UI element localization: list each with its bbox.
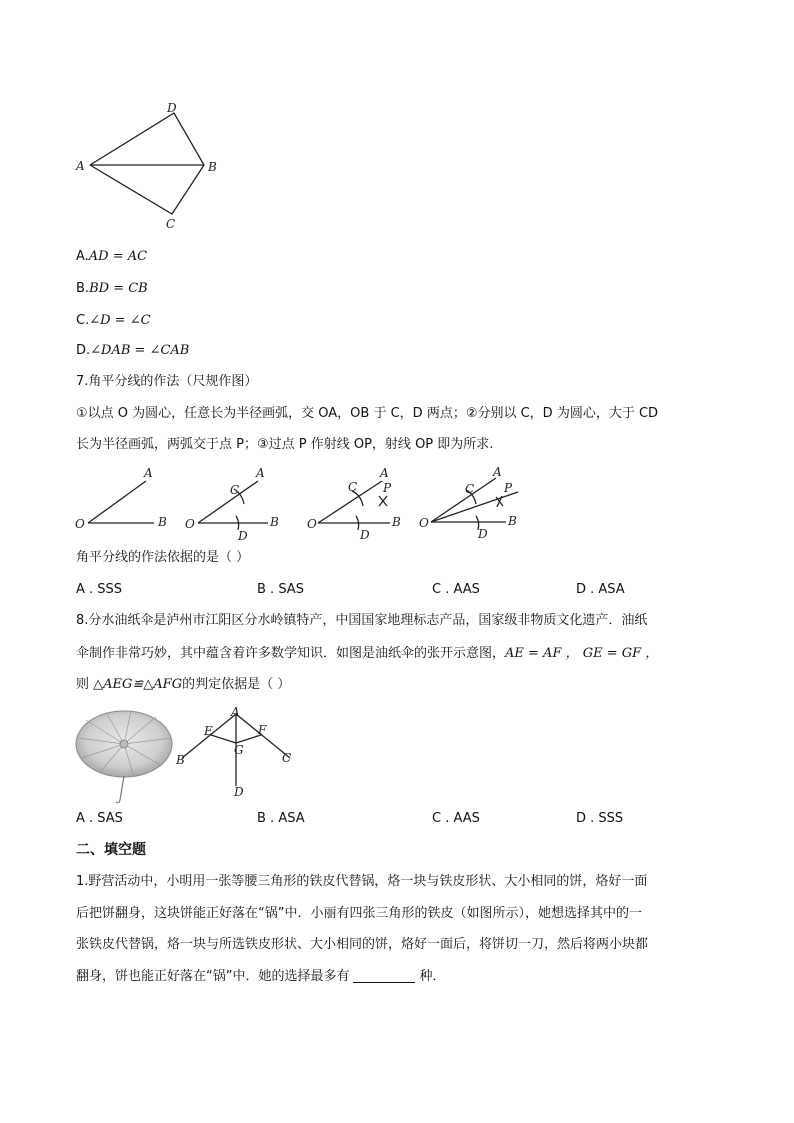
q7-title: 7.角平分线的作法（尺规作图） — [76, 374, 258, 389]
q8-option-d[interactable]: D . SSS — [576, 811, 624, 826]
arc-p-2 — [497, 496, 502, 507]
fill-q1-line1: 1.野营活动中，小明用一张等腰三角形的铁皮代替锅，烙一块与铁皮形状、大小相同的饼，烙好一面 — [76, 874, 648, 889]
answer-blank[interactable] — [353, 968, 415, 983]
q8-line2: 伞制作非常巧妙，其中蕴含着许多数学知识．如图是油纸伞的张开示意图，AE = AF ， GE = GF ， — [76, 646, 659, 661]
label-o: O — [307, 517, 317, 531]
q7-option-a[interactable]: A . SSS — [76, 582, 123, 597]
ray-oa — [88, 481, 146, 523]
q8-option-b[interactable]: B . ASA — [257, 811, 305, 826]
umbrella-diagram — [172, 706, 302, 801]
label-d: D — [478, 527, 488, 541]
construction-step-1 — [72, 464, 182, 544]
label-g: G — [234, 743, 244, 757]
label-o: O — [75, 517, 85, 531]
label-o: O — [419, 516, 429, 530]
construction-step-2 — [182, 464, 292, 544]
label-c: C — [166, 217, 176, 231]
label-c: C — [348, 480, 358, 494]
label-a: A — [256, 466, 265, 480]
kite-outline — [90, 113, 204, 214]
label-b: B — [392, 515, 401, 529]
label-p: P — [504, 481, 513, 495]
q6-option-b[interactable]: B.BD = CB — [76, 281, 148, 296]
label-a: A — [144, 466, 153, 480]
q6-option-c[interactable]: C.∠D = ∠C — [76, 313, 151, 328]
ray-oa — [431, 478, 496, 522]
q7-option-b[interactable]: B . SAS — [257, 582, 304, 597]
label-b: B — [176, 753, 185, 767]
label-b: B — [208, 160, 217, 174]
section-heading: 二、填空题 — [76, 842, 146, 858]
fill-q1-line4: 翻身，饼也能正好落在“锅”中．她的选择最多有 种． — [76, 969, 446, 984]
ray-op — [431, 492, 518, 522]
label-a: A — [231, 705, 240, 719]
stretcher-eg — [211, 735, 236, 743]
q7-steps-line1: ①以点 O 为圆心，任意长为半径画弧，交 OA，OB 于 C，D 两点；②分别以 C，D 为圆心，大于 CD — [76, 406, 659, 421]
q8-option-a[interactable]: A . SAS — [76, 811, 123, 826]
q6-option-d[interactable]: D.∠DAB = ∠CAB — [76, 343, 190, 358]
umbrella-handle — [116, 776, 124, 803]
q7-option-d[interactable]: D . ASA — [576, 582, 625, 597]
label-d: D — [360, 528, 370, 542]
umbrella-hub — [120, 740, 128, 748]
label-d: D — [238, 529, 248, 543]
label-b: B — [158, 515, 167, 529]
construction-step-3 — [306, 464, 416, 544]
ray-oa — [198, 481, 258, 523]
label-c: C — [282, 751, 292, 765]
q8-option-c[interactable]: C . AAS — [432, 811, 480, 826]
label-e: E — [204, 724, 213, 738]
kite-figure — [70, 100, 230, 230]
fill-q1-line3: 张铁皮代替锅，烙一块与所选铁皮形状、大小相同的饼，烙好一面后，将饼切一刀，然后将两小块都 — [76, 937, 649, 952]
label-c: C — [465, 482, 475, 496]
label-o: O — [185, 517, 195, 531]
label-b: B — [508, 514, 517, 528]
q6-option-a[interactable]: A.AD = AC — [76, 249, 148, 264]
q8-line1: 8.分水油纸伞是泸州市江阳区分水岭镇特产，中国国家地理标志产品，国家级非物质文化遗产．油纸 — [76, 613, 648, 628]
q8-line3: 则 △AEG≌△AFG的判定依据是（ ） — [76, 677, 291, 692]
umbrella-image — [76, 706, 176, 806]
q7-option-c[interactable]: C . AAS — [432, 582, 480, 597]
label-a: A — [380, 466, 389, 480]
label-d: D — [234, 785, 244, 799]
q7-question: 角平分线的作法依据的是（ ） — [76, 550, 250, 565]
label-d: D — [167, 101, 177, 115]
label-c: C — [230, 483, 240, 497]
label-a: A — [493, 465, 502, 479]
label-f: F — [258, 723, 267, 737]
fill-q1-line2: 后把饼翻身，这块饼能正好落在“锅”中．小丽有四张三角形的铁皮（如图所示），她想选择其中的一 — [76, 906, 642, 921]
label-b: B — [270, 515, 279, 529]
construction-step-4 — [418, 464, 538, 544]
q7-steps-line2: 长为半径画弧，两弧交于点 P；③过点 P 作射线 OP，射线 OP 即为所求. — [76, 437, 494, 452]
label-a: A — [76, 159, 85, 173]
label-p: P — [383, 481, 392, 495]
